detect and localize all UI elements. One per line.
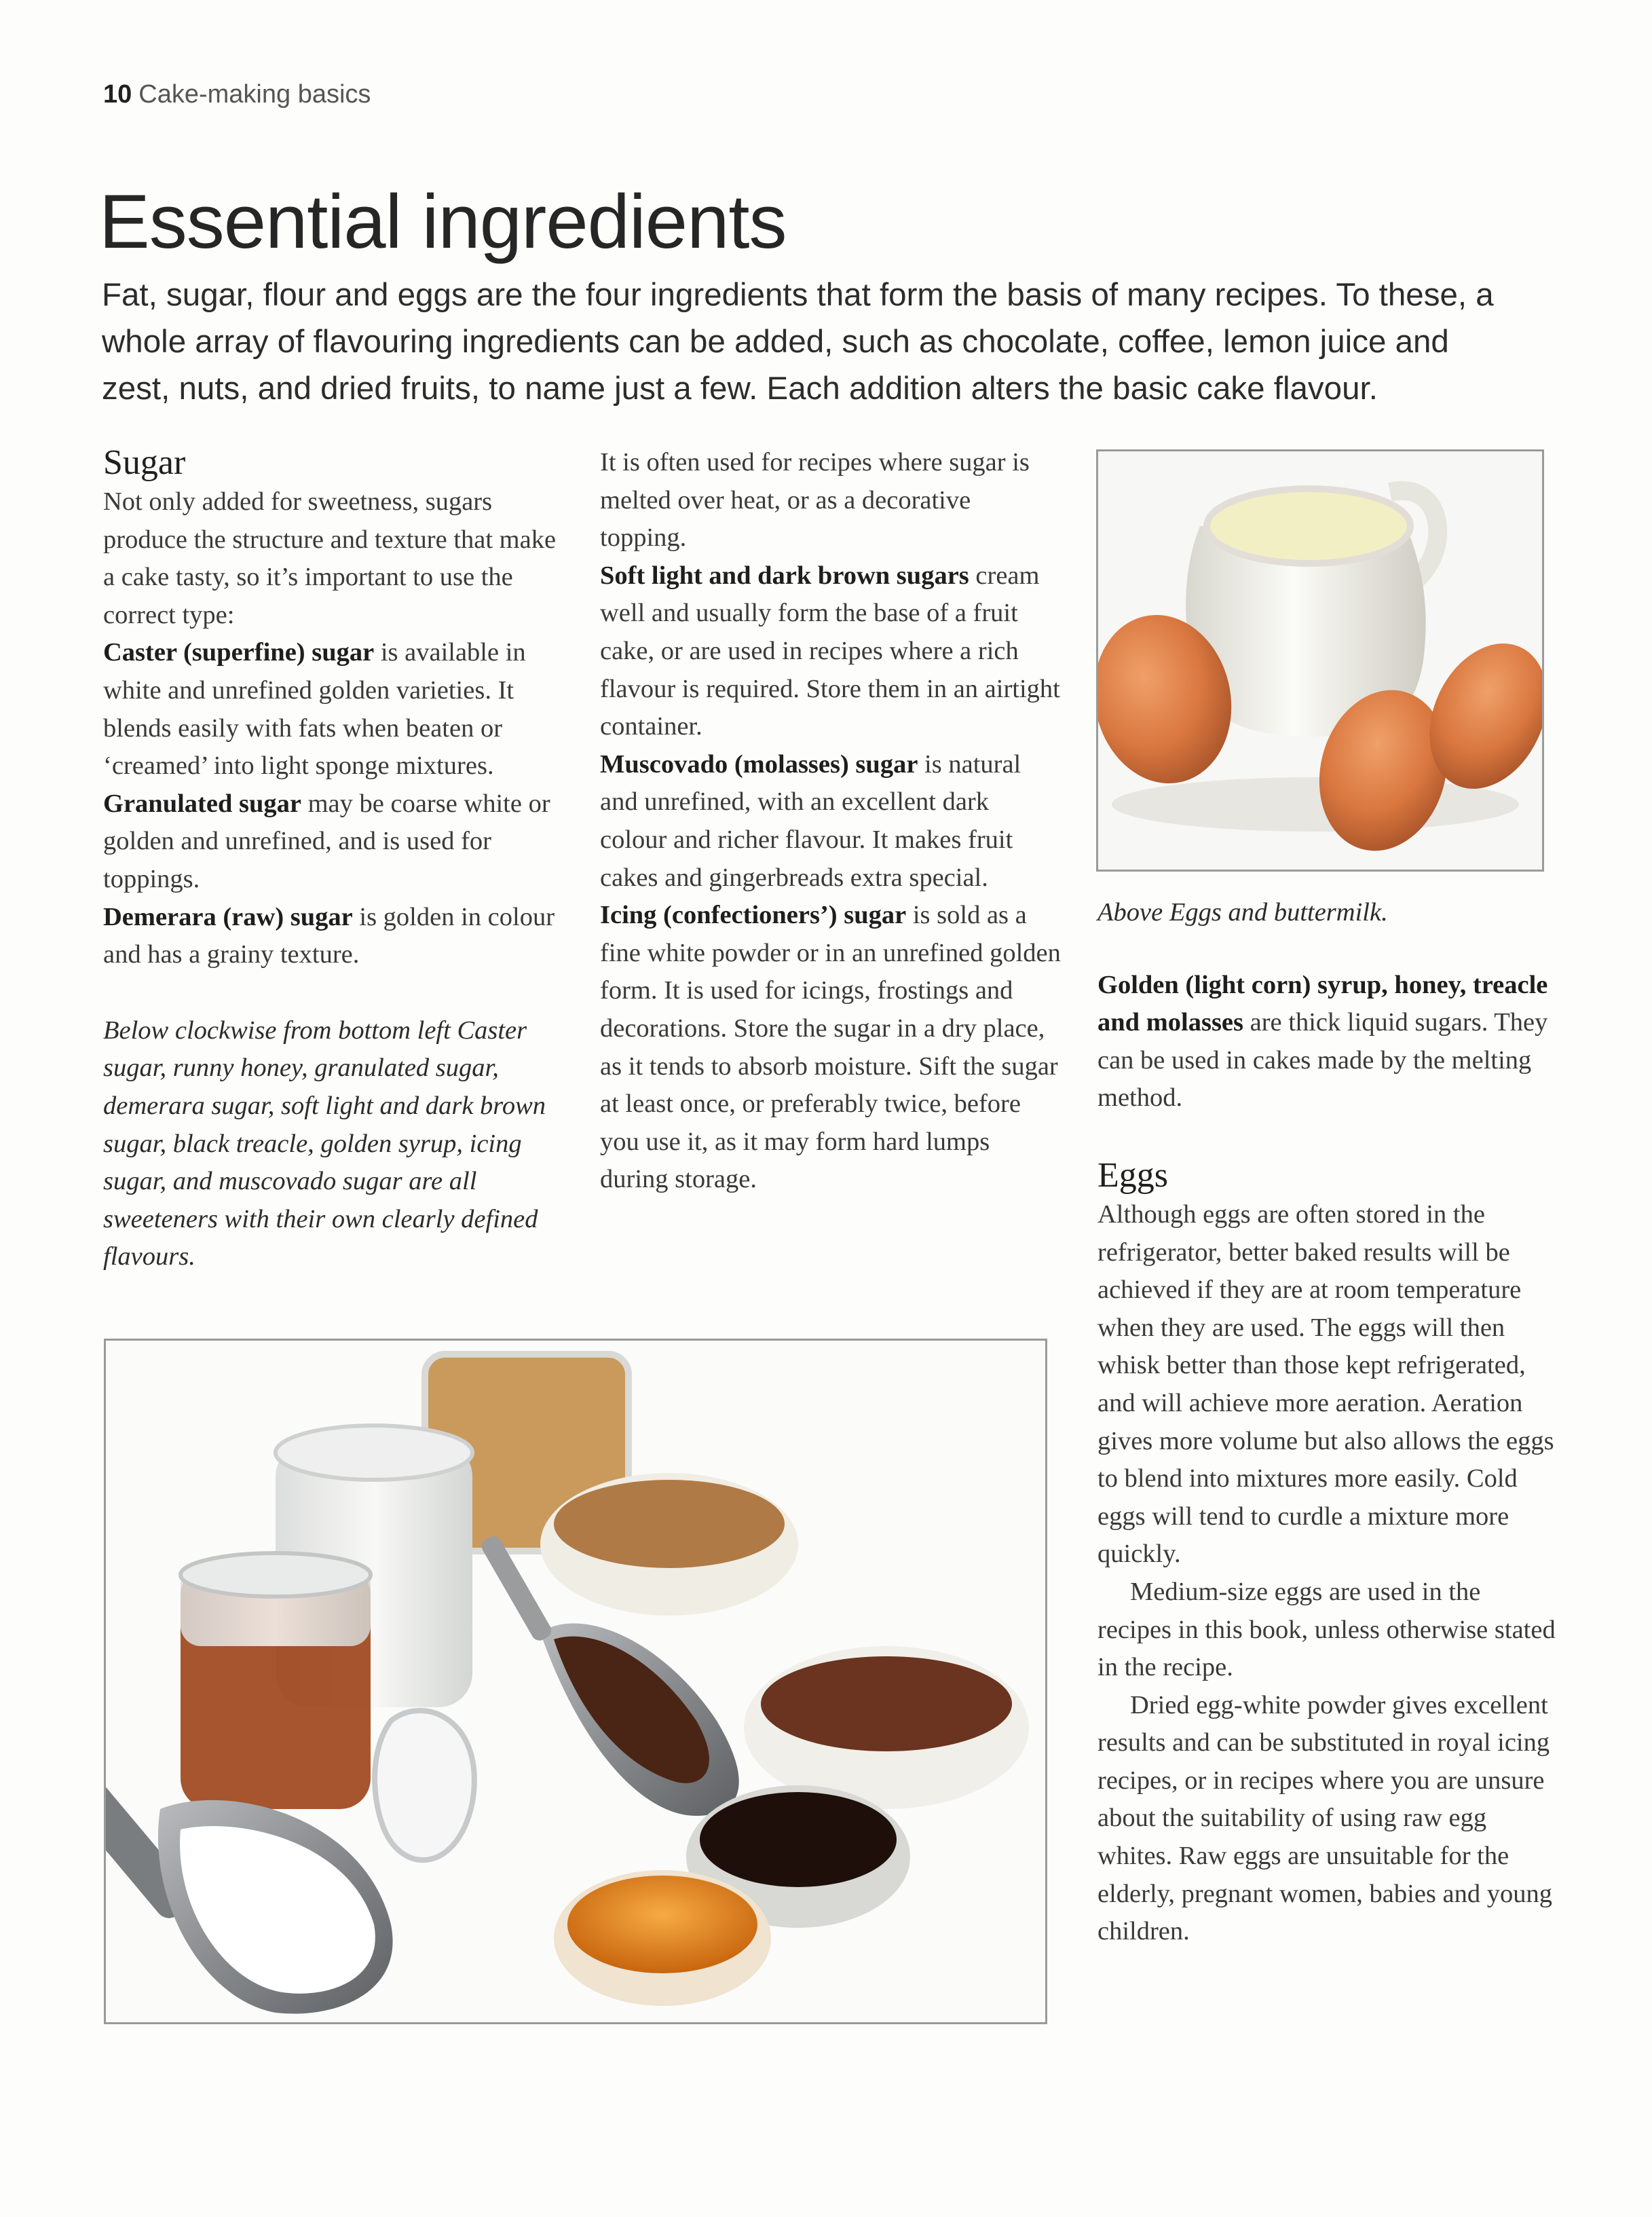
syrups-entry: Golden (light corn) syrup, honey, treacle and molasses are thick liquid sugars. They can be used in cakes made by the melting method. (1097, 970, 1548, 1113)
demerara-sugar-term: Demerara (raw) sugar (103, 902, 353, 931)
eggs-buttermilk-illustration (1098, 451, 1542, 870)
demerara-continued: It is often used for recipes where sugar is melted over heat, or as a decorative topping. (600, 448, 1030, 553)
icing-sugar-scoop (375, 1711, 474, 1860)
muscovado-sugar-term: Muscovado (molasses) sugar (600, 749, 918, 779)
syrups-term: Golden (light corn) syrup, honey, treacle and molasses (1097, 970, 1548, 1037)
page-number: 10 (103, 80, 132, 109)
soft-brown-sugar-term: Soft light and dark brown sugars (600, 561, 969, 590)
eggs-paragraph-2: Medium-size eggs are used in the recipes in this book, unless otherwise stated in the recipe. (1097, 1577, 1556, 1682)
soft-brown-sugar-entry: Soft light and dark brown sugars cream well and usually form the base of a fruit cake, or are used in recipes where a rich flavour is required. Store them in an airtight container. (600, 561, 1060, 741)
eggs-paragraph-1: Although eggs are often stored in the refrigerator, better baked results will be achieved if they are at room temperature when they are used. The eggs will then whisk better than those kept refrigerated, and will achieve more aeration. Aeration gives more volume but also allows the eggs to blend into mixtures more easily. Cold eggs will tend to curdle a mixture more quickly. (1097, 1199, 1554, 1569)
intro-paragraph: Fat, sugar, flour and eggs are the four ingredients that form the basis of many recipes. To these, a whole array of flavouring ingredients can be added, such as chocolate, coffee, lemon juice and zest, nuts, and dried fruits, to name just a few. Each addition alters the basic cake flavour. (102, 277, 1494, 407)
eggs-heading: Eggs (1097, 1155, 1168, 1195)
muscovado-sugar-entry: Muscovado (molasses) sugar is natural and unrefined, with an excellent dark colour and richer flavour. It makes fruit cakes and gingerbreads extra special. (600, 749, 1021, 892)
running-head (103, 80, 371, 109)
eggs-buttermilk-photo (1096, 449, 1544, 872)
caster-sugar-term: Caster (superfine) sugar (103, 638, 375, 667)
page-title: Essential ingredients (99, 179, 787, 264)
sugar-column-2 (600, 444, 1062, 1199)
icing-sugar-term: Icing (confectioners’) sugar (600, 901, 907, 930)
eggs-paragraph-3: Dried egg-white powder gives excellent results and can be substituted in royal icing recipes, or in recipes where you are unsure about the suitability of using raw egg whites. Raw eggs are unsuitable for the elderly, pregnant women, babies and young children. (1097, 1690, 1552, 1946)
sugar-intro: Not only added for sweetness, sugars produce the structure and texture that make a cake tasty, so it’s important to use the correct type: (103, 487, 557, 629)
sugar-column-1 (103, 443, 565, 1276)
sugars-illustration (106, 1341, 1045, 2022)
sugar-heading: Sugar (103, 443, 186, 482)
icing-sugar-entry: Icing (confectioners’) sugar is sold as a fine white powder or in an unrefined golden form. It is used for icings, frostings and decorations. Store the sugar in a dry place, as it tends to absorb moisture. Sift the sugar at least once, or preferably twice, before you use it, as it may form hard lumps during storage. (600, 901, 1061, 1194)
buttermilk (1207, 489, 1410, 563)
granulated-sugar-entry: Granulated sugar may be coarse white or golden and unrefined, and is used for toppings. (103, 789, 550, 893)
demerara-sugar-entry: Demerara (raw) sugar is golden in colour and has a grainy texture. (103, 902, 555, 969)
sugars-photo (104, 1339, 1047, 2024)
section-title: Cake-making basics (138, 80, 371, 109)
eggs-photo-caption: Above Eggs and buttermilk. (1097, 898, 1388, 927)
sugar-photo-caption: Below clockwise from bottom left Caster sugar, runny honey, granulated sugar, demerara sugar, soft light and dark brown sugar, black treacle, golden syrup, icing sugar, and muscovado sugar are all sweeteners with their own clearly defined flavours. (103, 1016, 546, 1271)
caster-sugar-entry: Caster (superfine) sugar is available in white and unrefined golden varieties. It blends easily with fats when beaten or ‘creamed’ into light sponge mixtures. (103, 638, 526, 781)
granulated-sugar-term: Granulated sugar (103, 789, 301, 818)
eggs-column (1097, 895, 1559, 1951)
